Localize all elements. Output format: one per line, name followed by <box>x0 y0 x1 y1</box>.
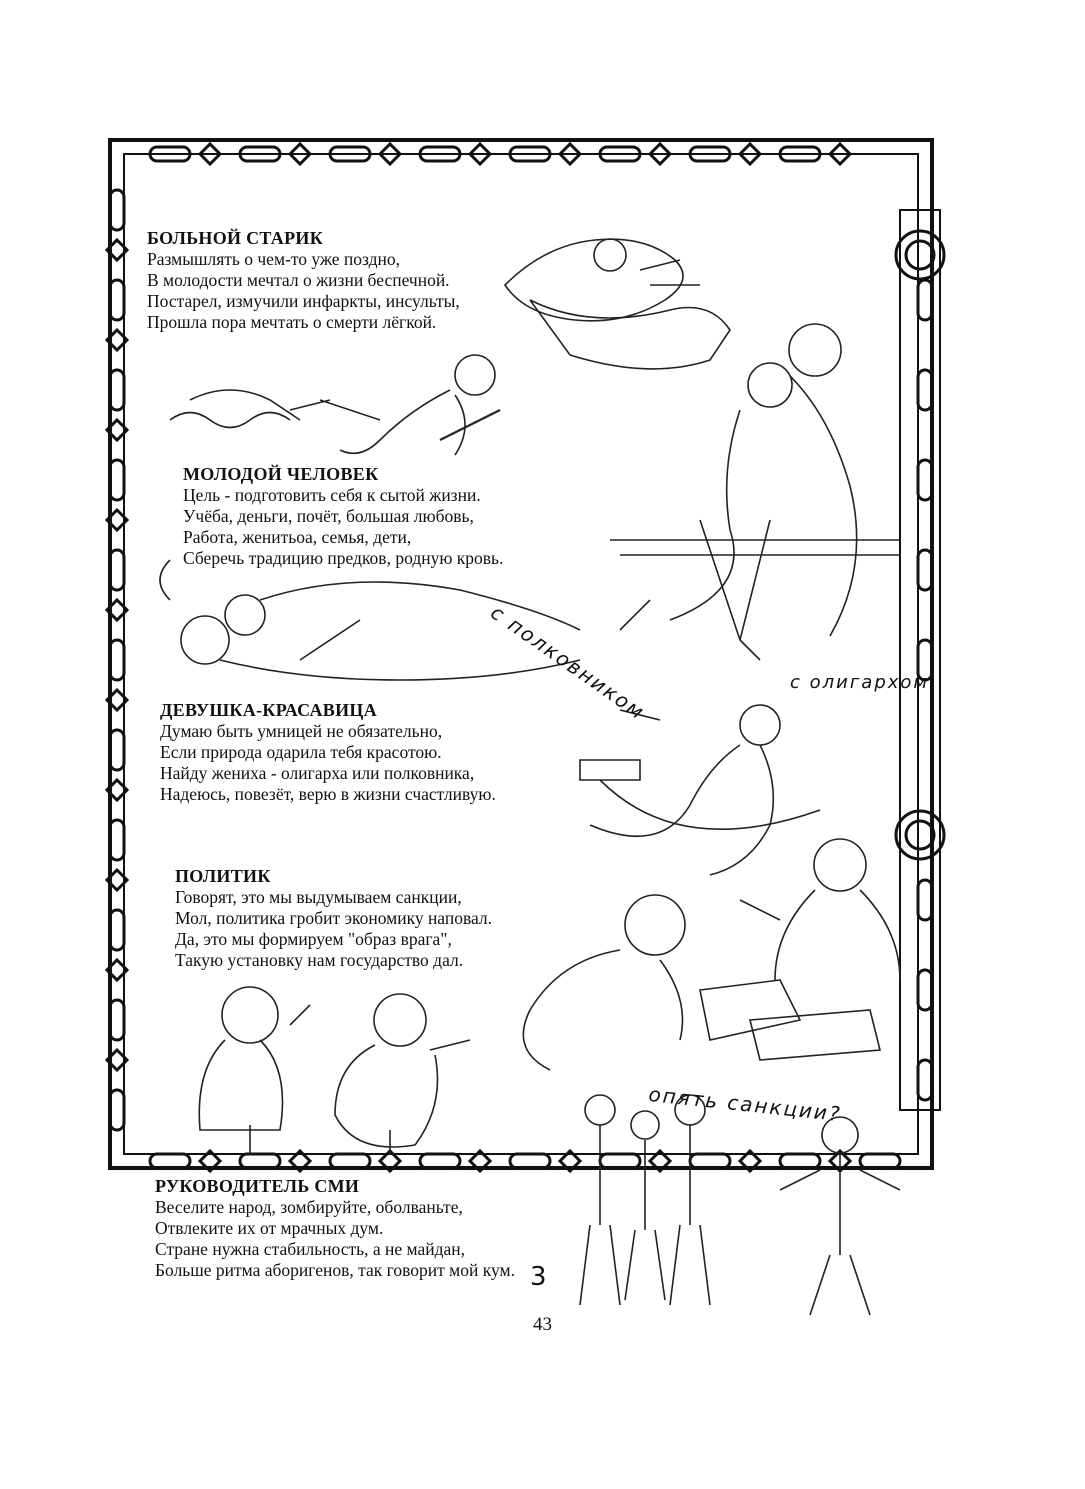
stanza-beautiful-girl <box>160 700 496 805</box>
stanza-line: Если природа одарила тебя красотою. <box>160 742 442 762</box>
stanza-title: ПОЛИТИК <box>175 866 271 886</box>
stanza-line: Стране нужна стабильность, а не майдан, <box>155 1239 466 1259</box>
stanza-sick-old-man <box>147 228 460 333</box>
stanza-line: Говорят, это мы выдумываем санкции, <box>175 887 462 907</box>
sketch-couple-bench <box>610 324 900 660</box>
stanza-line: Надеюсь, повезёт, верю в жизни счастливую. <box>160 784 496 804</box>
stanza-line: Сберечь традицию предков, родную кровь. <box>183 548 504 568</box>
stanza-line: Найду жениха - олигарха или полковника, <box>160 763 475 783</box>
handwritten-with-colonel: с полковником <box>486 600 650 725</box>
stanza-media-head <box>155 1176 515 1281</box>
stanza-line: Думаю быть умницей не обязательно, <box>160 721 443 741</box>
handwritten-sanctions-again: опять санкции? <box>647 1082 843 1127</box>
stanza-politician <box>175 866 492 971</box>
stanza-line: Такую установку нам государство дал. <box>175 950 464 970</box>
stanza-line: Больше ритма аборигенов, так говорит мой кум. <box>155 1260 515 1280</box>
stanza-line: Работа, женитьоа, семья, дети, <box>183 527 412 547</box>
stanza-line: В молодости мечтал о жизни беспечной. <box>147 270 450 290</box>
stanza-line: Мол, политика гробит экономику наповал. <box>175 908 493 928</box>
handwritten-with-oligarch: с олигархом <box>790 672 929 693</box>
stanza-title: ДЕВУШКА-КРАСАВИЦА <box>160 700 378 720</box>
stanza-title: БОЛЬНОЙ СТАРИК <box>147 228 324 248</box>
sketch-sick-old-man <box>505 239 730 369</box>
stanza-line: Цель - подготовить себя к сытой жизни. <box>183 485 481 505</box>
stanza-line: Прошла пора мечтать о смерти лёгкой. <box>147 312 437 332</box>
sketch-politician-desk <box>523 839 900 1070</box>
stanza-line: Постарел, измучили инфаркты, инсульты, <box>147 291 460 311</box>
stanza-line: Отвлеките их от мрачных дум. <box>155 1218 384 1238</box>
sketch-woman-sofa <box>580 705 820 875</box>
stanza-line: Веселите народ, зомбируйте, оболваньте, <box>155 1197 463 1217</box>
stanza-title: РУКОВОДИТЕЛЬ СМИ <box>155 1176 360 1196</box>
stanza-line: Да, это мы формируем "образ врага", <box>175 929 452 949</box>
stanza-title: МОЛОДОЙ ЧЕЛОВЕК <box>183 464 379 484</box>
stanza-line: Размышлять о чем-то уже поздно, <box>147 249 401 269</box>
stanza-line: Учёба, деньги, почёт, большая любовь, <box>183 506 474 526</box>
stanza-young-man <box>183 464 503 569</box>
sketch-old-man-cane <box>170 355 500 455</box>
sketch-group-crowd <box>580 1095 900 1315</box>
page-number: 43 <box>533 1314 552 1335</box>
handwritten-page-mark: 3 <box>530 1262 549 1292</box>
sketch-two-men <box>199 987 470 1155</box>
